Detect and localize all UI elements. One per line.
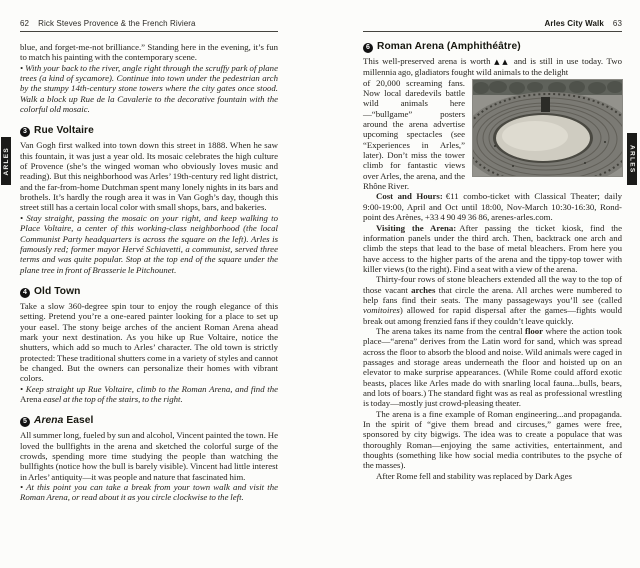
walking-directions: • Stay straight, passing the mosaic on your right, and keep walking to Place Voltaire, a center of this working-class neighborhood (the local Communist Party headquarters is across the square on the left). Arles is famously red; former mayor Hervé Schiavetti, a communist, served three terms and was quite popular. Stop at the top end of the square under the plane tree in front of Brasserie le Pitchounet. [20, 212, 278, 275]
paragraph: Thirty-four rows of stone bleachers extended all the way to the top of those vacant arches that circle the arena. All arches were numbered to help fans find their seats. The many passageways you’ll see (called vomitoires) allowed for rapid dispersal after the games—fights would break out among frenzied fans if they couldn’t leave quickly. [363, 274, 623, 326]
page-number-left: 62 [20, 19, 30, 28]
visiting-label: Visiting the Arena: [376, 222, 457, 233]
section-title: Rue Voltaire [34, 125, 94, 137]
section-heading-old-town [20, 286, 278, 298]
visiting-text: After passing the ticket kiosk, find the information panels under the third arch. Then, backtrack one arch and climb the steps that lead to the base of metal bleachers. From here you have access to the higher parts of the arena and the tippy-top tower with killer views (to the right). Find a seat with a view of the arena. [363, 222, 622, 274]
side-tab-arles-right [627, 133, 637, 185]
section-number-badge: 3 [20, 127, 30, 137]
section-number-badge: 6 [363, 43, 373, 53]
paragraph: The arena is a fine example of Roman engineering...and propaganda. In the spirit of “give them bread and circuses,” games were free, sponsored by city bigwigs. The idea was to create a populace that was thoroughly Roman—enjoying the same activities, entertainment, and thoughts (something like how social media contributes to the psyche of the masses). [363, 408, 622, 471]
paragraph-wrap-text: of 20,000 screaming fans. Now local daredevils battle wild animals here—“bullgame” posters around the arena advertise upcoming spectacles (see “Experiences in Arles,” later). Don’t miss the tower climb for fantastic views over Arles, the arena, and the Rhône River. [363, 77, 465, 192]
walking-directions: • With your back to the river, angle right through the scruffy park of plane trees (a kind of sycamore). Continue into town under the pedestrian arch by the stumpy 14th-century stone towers where the city gates once stood. Walk a block up Rue de la Cavalerie to the decorative fountain with the colorful old mosaic. [20, 62, 278, 115]
book-title: Rick Steves Provence & the French Riviera [38, 19, 196, 28]
paragraph: All summer long, fueled by sun and alcohol, Vincent painted the town. He loved the bullfights in the arena and sketched the colorful surge of the crowds, spending more time studying the people than watching the bullfights (notice how the bull is barely visible). Vincent had little interest in Arles’ antiquity—it was people and nature that fascinated him. [20, 430, 278, 482]
section-number-badge: 4 [20, 288, 30, 298]
chapter-title: Arles City Walk [544, 19, 604, 28]
walking-directions: • At this point you can take a break from your town walk and visit the Roman Arena, or read about it as you circle clockwise to the left. [20, 482, 278, 503]
head-rule-right [363, 31, 622, 32]
section-heading-arena-easel [20, 415, 278, 427]
roman-arena-photo [473, 80, 622, 176]
cost-and-hours-label: Cost and Hours: [376, 191, 443, 202]
left-page [20, 0, 278, 503]
head-rule-left [20, 31, 278, 32]
paragraph: The arena takes its name from the central floor where the action took place—“arena” derives from the Latin word for sand, which was spread across the floor to absorb the blood and noise. Wild animals were caged in passages and storage areas underneath the floor and hoisted up on an elevator to make surprise appearances. (While Rome could afford exotic beasts, places like Arles made do with snarling local fauna...bulls, bears, and lots of boars.) The standard fight was as real as professional wrestling is today—mostly just crowd-pleasing theater. [363, 325, 622, 409]
section-title: Roman Arena (Amphithéâtre) [377, 41, 521, 52]
paragraph: Van Gogh first walked into town down this street in 1888. When he saw this fountain, it was just a year old. Its mosaic celebrates the high culture of Provence (she’s the winged woman who obviously loves music and reading). But this neighborhood was Arles’ 19th-century red light district, and the far-from-home Dutchman spent many lonely nights in its bars and brothels. It’s hardly the rough area it was in Van Gogh’s day, though this street still has a certain local color with small shops, bars, and bakeries. [20, 140, 278, 213]
side-tab-label: ARLES [2, 146, 10, 176]
page-number-right: 63 [612, 19, 622, 28]
side-tab-arles-left [1, 137, 11, 185]
paragraph-intro: This well-preserved arena is worth ▲▲ and is still in use today. Two millennia ago, gladiators fought wild animals to the delight [363, 56, 622, 78]
paragraph-with-photo [363, 78, 622, 192]
cost-and-hours [363, 191, 622, 222]
section-heading-rue-voltaire [20, 125, 278, 137]
right-page [363, 0, 622, 481]
walking-directions: • Keep straight up Rue Voltaire, climb to the Roman Arena, and find the Arena easel at the top of the stairs, to the right. [20, 383, 278, 404]
running-head-left [20, 0, 278, 28]
paragraph: Take a slow 360-degree spin tour to enjoy the rough elegance of this setting. Pretend you’re a one-eared painter looking for a place to set up your easel. The stony beige arches of the ancient Roman Arena ahead mark your next destination. As you hike up Rue Voltaire, notice the shutters, which add so much to Arles’ character. The old town is strictly protected: These traditional shutters come in a variety of styles and cannot be changed. But the owners can personalize their homes with vibrant colors. [20, 300, 278, 384]
running-head-right [363, 0, 622, 28]
section-heading-roman-arena [363, 41, 622, 53]
section-number-badge: 5 [20, 417, 30, 427]
visiting-the-arena [363, 223, 622, 275]
paragraph: After Rome fell and stability was replaced by Dark Ages [376, 470, 572, 481]
section-title: Old Town [34, 285, 81, 297]
cost-and-hours-text: €11 combo-ticket with Classical Theater; daily 9:00-19:00, April and Oct until 18:00, Nov-March 10:30-16:30, Rond-point des Arènes, +33 4 90 49 36 86, arenes-arles.com. [363, 191, 622, 223]
section-title: Arena Easel [34, 415, 94, 427]
side-tab-label: ARLES [628, 144, 636, 174]
paragraph-continuation: blue, and forget-me-not brilliance.” Standing here in the evening, it’s fun to match his painting with the contemporary scene. [20, 42, 278, 63]
